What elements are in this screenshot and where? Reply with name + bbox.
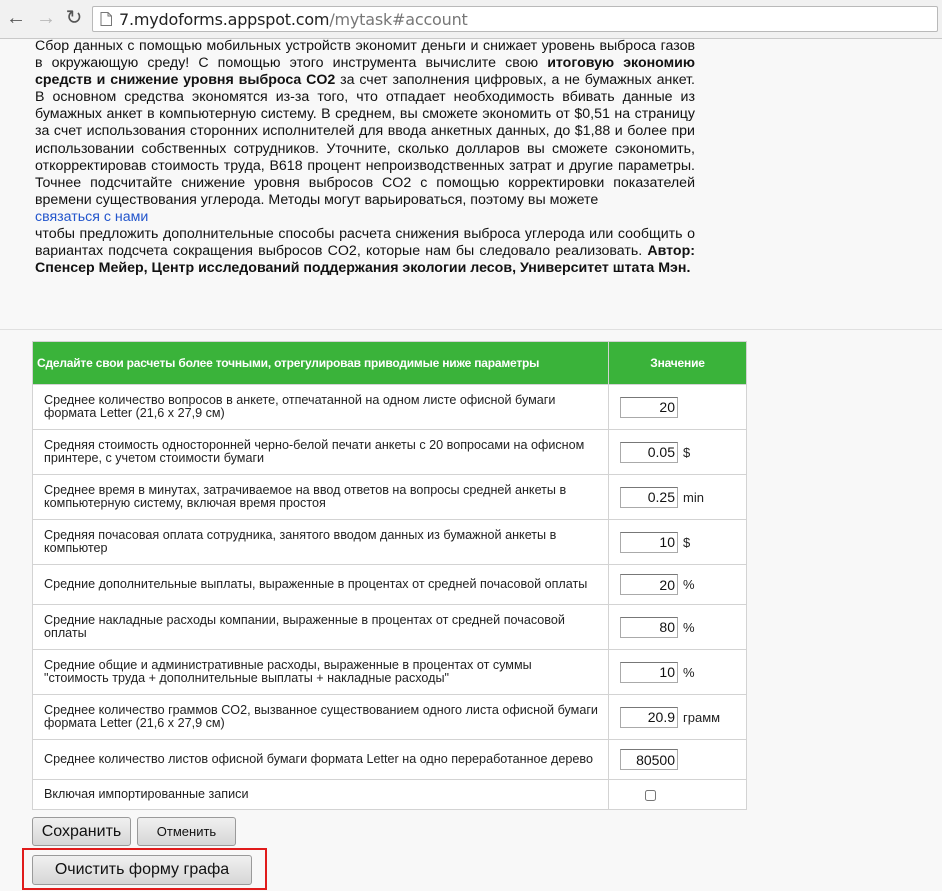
clear-graph-form-button[interactable]: Очистить форму графа [32, 855, 252, 885]
intro-paragraph-2 [35, 226, 695, 277]
benefits-percent-input[interactable] [620, 574, 678, 595]
forward-arrow-icon[interactable]: → [36, 7, 56, 29]
reload-icon[interactable]: ↻ [65, 7, 83, 29]
column-header-value: Значение [609, 342, 747, 385]
unit-label: % [683, 619, 695, 635]
intro-description [35, 38, 695, 277]
intro-text-1: Сбор данных с помощью мобильных устройств экономит деньги и снижает уровень выброса газов в окружающую среду! С помощью этого инструмента вычислите свою [35, 38, 695, 72]
cancel-button[interactable]: Отменить [137, 817, 236, 846]
include-imported-checkbox[interactable] [645, 790, 656, 801]
table-row [33, 605, 747, 650]
separator-line [0, 329, 942, 330]
table-row [33, 475, 747, 520]
hourly-wage-input[interactable] [620, 532, 678, 553]
print-cost-input[interactable] [620, 442, 678, 463]
unit-label: $ [683, 534, 691, 550]
unit-label: грамм [683, 709, 721, 725]
unit-label: % [683, 664, 695, 680]
table-row [33, 520, 747, 565]
param-label: Средняя стоимость односторонней черно-белой печати анкеты с 20 вопросами на офисном принтере, с учетом стоимости бумаги [33, 430, 609, 475]
param-label: Средние накладные расходы компании, выраженные в процентах от средней почасовой оплаты [33, 605, 609, 650]
url-text [119, 10, 468, 29]
admin-percent-input[interactable] [620, 662, 678, 683]
param-label: Средние общие и административные расходы, выраженные в процентах от суммы "стоимость труда + дополнительные выплаты + накладные расходы" [33, 650, 609, 695]
intro-paragraph [35, 38, 695, 209]
back-arrow-icon[interactable]: ← [6, 7, 26, 29]
url-host: 7.mydoforms.appspot.com [119, 10, 330, 29]
save-button[interactable]: Сохранить [32, 817, 131, 846]
intro-text-3: чтобы предложить дополнительные способы расчета снижения выброса углерода или сообщить о вариантах подсчета сокращения выбросов CO2, которые нам бы следовало реализовать. [35, 226, 695, 260]
param-label: Включая импортированные записи [33, 780, 609, 810]
param-label: Среднее время в минутах, затрачиваемое на ввод ответов на вопросы средней анкеты в компьютерную систему, включая время простоя [33, 475, 609, 520]
table-row [33, 385, 747, 430]
unit-label: $ [683, 444, 691, 460]
param-label: Среднее количество листов офисной бумаги формата Letter на одно переработанное дерево [33, 740, 609, 780]
parameters-table [32, 341, 747, 810]
table-row [33, 780, 747, 810]
param-label: Средняя почасовая оплата сотрудника, занятого вводом данных из бумажной анкеты в компьютер [33, 520, 609, 565]
co2-grams-input[interactable] [620, 707, 678, 728]
table-header-row [33, 342, 747, 385]
table-row [33, 565, 747, 605]
table-row [33, 695, 747, 740]
unit-label: % [683, 577, 695, 592]
contact-us-link[interactable]: связаться с нами [35, 208, 149, 225]
unit-label: min [683, 489, 704, 505]
intro-text-2: за счет заполнения цифровых, а не бумажных анкет. В основном средства экономятся из-за того, что отпадает необходимость вбивать данные из бумажных анкет в компьютерную систему. В среднем, вы сможете экономить от $0,51 на страницу за счет использования сторонних исполнителей для ввода анкетных данных, до $1,88 и более при использовании собственных сотрудников. Уточните, сколько долларов вы сможете сэкономить, откорректировав стоимость труда, B618 процент непроизводственных затрат и другие параметры. Точнее подсчитайте снижение уровня выбросов CO2 с помощью корректировки показателей времени существования углерода. Методы могут варьироваться, поэтому вы можете [35, 72, 695, 208]
overhead-percent-input[interactable] [620, 617, 678, 638]
param-label: Средние дополнительные выплаты, выраженные в процентах от средней почасовой оплаты [33, 565, 609, 605]
intro-bold-1: итоговую экономию средств и снижение уровня выброса CO2 [35, 55, 695, 89]
sheets-per-tree-input[interactable] [620, 749, 678, 770]
questions-per-page-input[interactable] [620, 397, 678, 418]
table-row [33, 430, 747, 475]
table-row [33, 650, 747, 695]
entry-time-input[interactable] [620, 487, 678, 508]
browser-toolbar [0, 0, 942, 39]
author-credit: Автор: Спенсер Мейер, Центр исследований поддержания экологии лесов, Университет штата Мэн. [35, 243, 695, 277]
url-path: /mytask#account [329, 10, 468, 29]
page-icon [100, 12, 112, 26]
table-row [33, 740, 747, 780]
column-header-parameter: Сделайте свои расчеты более точными, отрегулировав приводимые ниже параметры [33, 342, 609, 385]
param-label: Среднее количество граммов CO2, вызванное существованием одного листа офисной бумаги формата Letter (21,6 x 27,9 см) [33, 695, 609, 740]
address-bar[interactable] [92, 6, 938, 32]
param-label: Среднее количество вопросов в анкете, отпечатанной на одном листе офисной бумаги формата Letter (21,6 x 27,9 см) [33, 385, 609, 430]
